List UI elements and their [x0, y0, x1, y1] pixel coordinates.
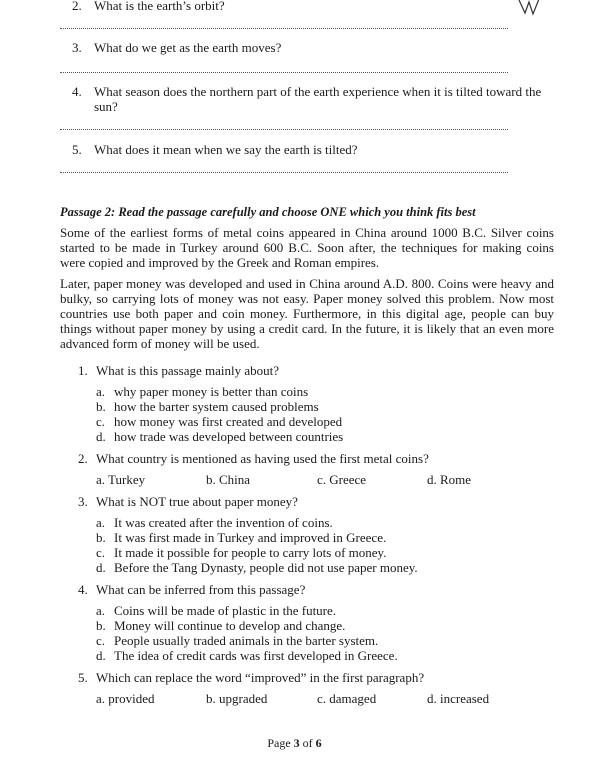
option-letter: c. — [317, 472, 327, 487]
option-text: Turkey — [108, 472, 146, 487]
option-text: how the barter system caused problems — [114, 399, 319, 414]
answer-option — [96, 603, 536, 618]
question-number: 5. — [72, 142, 82, 157]
answer-option — [427, 691, 489, 706]
option-text: upgraded — [219, 691, 268, 706]
option-letter: a. — [96, 691, 106, 706]
question-number: 4. — [72, 84, 82, 99]
option-letter: c. — [96, 545, 106, 560]
answer-line — [60, 72, 508, 73]
option-letter: b. — [96, 399, 106, 414]
footer-mid: of — [299, 736, 316, 750]
option-text: provided — [108, 691, 155, 706]
option-letter: b. — [206, 472, 216, 487]
answer-line — [60, 28, 508, 29]
answer-option — [96, 429, 536, 444]
option-text: how money was first created and developed — [114, 414, 343, 429]
answer-option — [96, 530, 536, 545]
option-letter: d. — [96, 560, 106, 575]
question-text: What season does the northern part of the earth experience when it is tilted toward the sun? — [94, 84, 542, 114]
question-number: 5. — [78, 670, 88, 685]
option-letter: c. — [96, 633, 106, 648]
option-text: why paper money is better than coins — [114, 384, 309, 399]
answer-option — [96, 515, 536, 530]
page-footer — [0, 736, 589, 751]
question-text: What do we get as the earth moves? — [94, 40, 282, 55]
option-text: how trade was developed between countries — [114, 429, 344, 444]
question-number: 2. — [78, 451, 88, 466]
answer-option — [96, 648, 536, 663]
option-text: Rome — [440, 472, 472, 487]
option-letter: c. — [317, 691, 327, 706]
answer-option — [206, 472, 250, 487]
answer-option — [96, 472, 145, 487]
option-text: increased — [440, 691, 490, 706]
question-text: What does it mean when we say the earth is tilted? — [94, 142, 358, 157]
option-text: It was created after the invention of coins. — [114, 515, 333, 530]
question-number: 1. — [78, 363, 88, 378]
question-text: What can be inferred from this passage? — [96, 582, 306, 597]
question-number: 3. — [72, 40, 82, 55]
answer-line — [60, 172, 508, 173]
question-number: 4. — [78, 582, 88, 597]
answer-option — [96, 618, 536, 633]
question-text: What is NOT true about paper money? — [96, 494, 298, 509]
option-letter: d. — [427, 691, 437, 706]
option-text: Before the Tang Dynasty, people did not use paper money. — [114, 560, 418, 575]
option-letter: c. — [96, 414, 106, 429]
passage-paragraph: Later, paper money was developed and used in China around A.D. 800. Coins were heavy and bulky, so carrying lots of money was not easy. Paper money solved this problem. Now most countries use both paper and coin money. Furthermore, in this digital age, people can buy things without paper money by using a credit card. In the future, it is likely that an even more advanced form of money will be used. — [60, 276, 554, 351]
answer-option — [96, 545, 536, 560]
passage-heading: Passage 2: Read the passage carefully and choose ONE which you think fits best — [60, 205, 476, 219]
option-text: Greece — [329, 472, 367, 487]
option-text: It made it possible for people to carry lots of money. — [114, 545, 387, 560]
question-number: 3. — [78, 494, 88, 509]
option-letter: b. — [96, 618, 106, 633]
answer-option — [96, 633, 536, 648]
answer-option — [96, 384, 536, 399]
option-letter: b. — [206, 691, 216, 706]
option-text: China — [219, 472, 251, 487]
answer-option — [96, 691, 155, 706]
page-number: 3 — [293, 736, 300, 750]
option-letter: a. — [96, 472, 106, 487]
passage-paragraph: Some of the earliest forms of metal coins appeared in China around 1000 B.C. Silver coins started to be made in Turkey around 600 B.C. Soon after, the techniques for making coins were copied and improved by the Greek and Roman empires. — [60, 225, 554, 270]
option-text: The idea of credit cards was first developed in Greece. — [114, 648, 398, 663]
answer-line — [60, 129, 508, 130]
question-text: What is this passage mainly about? — [96, 363, 280, 378]
answer-option — [317, 691, 376, 706]
answer-option — [96, 399, 536, 414]
option-letter: d. — [96, 429, 106, 444]
answer-option — [317, 472, 366, 487]
option-text: damaged — [329, 691, 377, 706]
option-letter: a. — [96, 603, 106, 618]
option-letter: d. — [427, 472, 437, 487]
option-text: Money will continue to develop and change. — [114, 618, 346, 633]
answer-option — [427, 472, 471, 487]
option-letter: a. — [96, 515, 106, 530]
footer-prefix: Page — [267, 736, 294, 750]
question-text: What is the earth’s orbit? — [94, 0, 225, 13]
option-letter: a. — [96, 384, 106, 399]
question-number: 2. — [72, 0, 82, 13]
question-text: What country is mentioned as having used the first metal coins? — [96, 451, 429, 466]
answer-option — [206, 691, 267, 706]
option-letter: d. — [96, 648, 106, 663]
option-text: Coins will be made of plastic in the future. — [114, 603, 337, 618]
page-total: 6 — [315, 736, 322, 750]
option-text: It was first made in Turkey and improved in Greece. — [114, 530, 387, 545]
answer-option — [96, 414, 536, 429]
option-text: People usually traded animals in the barter system. — [114, 633, 379, 648]
answer-option — [96, 560, 536, 575]
option-letter: b. — [96, 530, 106, 545]
question-text: Which can replace the word “improved” in the first paragraph? — [96, 670, 425, 685]
